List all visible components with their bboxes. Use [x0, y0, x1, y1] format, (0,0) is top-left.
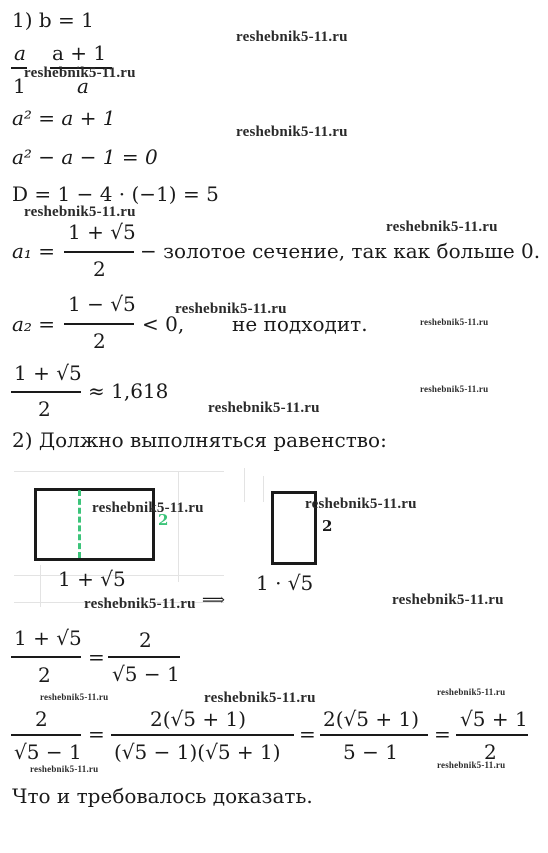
eq-square: a² = a + 1	[12, 106, 116, 130]
watermark: reshebnik5-11.ru	[420, 384, 489, 394]
frac-num: √5 + 1	[460, 707, 528, 731]
part1-heading: 1) b = 1	[12, 8, 94, 32]
root1-lhs: a₁ =	[12, 239, 56, 263]
fraction-bar	[11, 734, 81, 736]
eq-discriminant: D = 1 − 4 · (−1) = 5	[12, 182, 219, 206]
watermark: reshebnik5-11.ru	[204, 690, 316, 706]
watermark: reshebnik5-11.ru	[175, 301, 287, 317]
watermark: reshebnik5-11.ru	[24, 65, 136, 81]
watermark: reshebnik5-11.ru	[386, 219, 498, 235]
grid-line	[244, 468, 245, 502]
rect2-side-label: 2	[322, 517, 333, 535]
frac-den: (√5 − 1)(√5 + 1)	[114, 740, 281, 764]
watermark: reshebnik5-11.ru	[236, 29, 348, 45]
fraction-bar	[11, 391, 81, 393]
root2-lhs: a₂ =	[12, 312, 56, 336]
fraction-bar	[456, 734, 528, 736]
frac-den: √5 − 1	[112, 662, 180, 686]
frac-den: 2	[38, 663, 51, 687]
watermark: reshebnik5-11.ru	[437, 760, 506, 770]
watermark: reshebnik5-11.ru	[92, 500, 204, 516]
rect2-bottom-label: 1 · √5	[256, 571, 314, 595]
watermark: reshebnik5-11.ru	[420, 317, 489, 327]
frac-num: a + 1	[52, 41, 107, 65]
part2-heading: 2) Должно выполняться равенство:	[12, 428, 387, 452]
frac-den: 1	[13, 74, 26, 98]
conclusion: Что и требовалось доказать.	[12, 784, 313, 808]
approx-value: ≈ 1,618	[88, 379, 169, 403]
frac-num: 1 + √5	[14, 361, 82, 385]
frac-num: 2(√5 + 1)	[323, 707, 419, 731]
frac-den: 2	[484, 740, 497, 764]
watermark: reshebnik5-11.ru	[437, 687, 506, 697]
frac-num: 2(√5 + 1)	[150, 707, 246, 731]
watermark: reshebnik5-11.ru	[84, 596, 196, 612]
watermark: reshebnik5-11.ru	[208, 400, 320, 416]
watermark: reshebnik5-11.ru	[305, 496, 417, 512]
watermark: reshebnik5-11.ru	[24, 204, 136, 220]
root2-comment: не подходит.	[232, 312, 368, 336]
eq-quadratic: a² − a − 1 = 0	[12, 145, 158, 169]
watermark: reshebnik5-11.ru	[30, 764, 99, 774]
grid-line	[178, 472, 179, 582]
watermark: reshebnik5-11.ru	[236, 124, 348, 140]
fraction-bar	[64, 323, 134, 325]
frac-den: 2	[38, 397, 51, 421]
grid-line	[14, 471, 224, 472]
implies-arrow: ⟹	[202, 590, 225, 609]
dashed-divider	[78, 490, 81, 558]
fraction-bar	[11, 656, 81, 658]
rect1-side-label: 2	[158, 511, 169, 529]
rectangle-1	[34, 488, 155, 561]
frac-den: 5 − 1	[343, 740, 398, 764]
fraction-bar	[108, 656, 180, 658]
frac-num: 2	[139, 628, 152, 652]
watermark: reshebnik5-11.ru	[40, 692, 109, 702]
equals-sign: =	[299, 722, 316, 746]
root1-comment: − золотое сечение, так как больше 0.	[140, 239, 541, 263]
grid-line	[40, 565, 41, 607]
frac-num: a	[14, 41, 26, 65]
frac-num: 1 + √5	[14, 626, 82, 650]
frac-den: √5 − 1	[14, 740, 82, 764]
root2-relation: < 0,	[142, 312, 185, 336]
frac-num: 1 + √5	[68, 220, 136, 244]
equals-sign: =	[434, 722, 451, 746]
watermark: reshebnik5-11.ru	[392, 592, 504, 608]
frac-num: 2	[35, 707, 48, 731]
frac-den: 2	[93, 329, 106, 353]
rect1-bottom-label: 1 + √5	[58, 567, 126, 591]
frac-num: 1 − √5	[68, 292, 136, 316]
grid-line	[263, 476, 264, 502]
equals-sign: =	[88, 645, 105, 669]
equals-sign: =	[88, 722, 105, 746]
frac-den: 2	[93, 257, 106, 281]
fraction-bar	[111, 734, 294, 736]
fraction-bar	[320, 734, 428, 736]
frac-den: a	[77, 74, 89, 98]
fraction-bar	[64, 251, 134, 253]
